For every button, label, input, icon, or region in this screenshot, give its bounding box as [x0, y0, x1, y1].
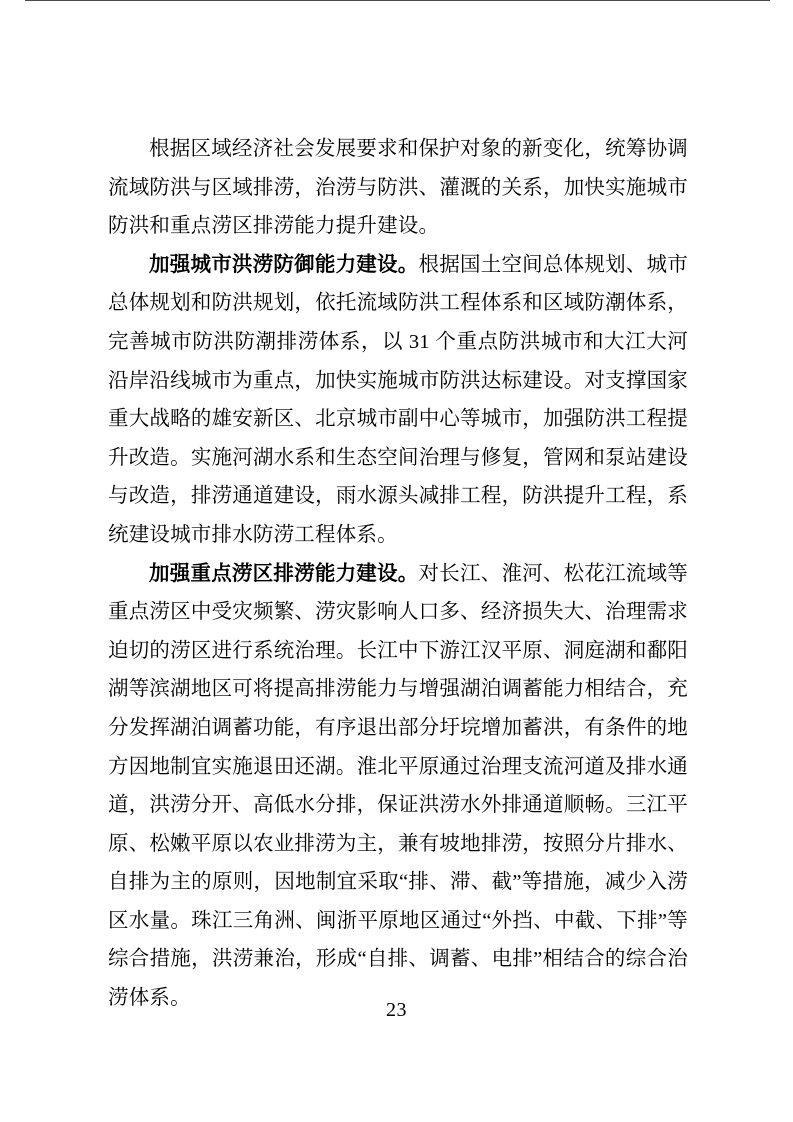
paragraph-intro	[108, 130, 688, 246]
paragraph-key-waterlogged-areas-heading: 加强重点涝区排涝能力建设。	[149, 562, 419, 585]
paragraph-urban-flood-defense	[108, 246, 688, 555]
paragraph-key-waterlogged-areas	[108, 555, 688, 1018]
paragraph-intro-text: 根据区域经济社会发展要求和保护对象的新变化，统筹协调流域防洪与区域排涝，治涝与防洪、灌溉的关系，加快实施城市防洪和重点涝区排涝能力提升建设。	[108, 138, 688, 238]
paragraph-urban-flood-defense-heading: 加强城市洪涝防御能力建设。	[149, 253, 419, 276]
page-number: 23	[386, 999, 407, 1021]
scan-edge-artifact	[25, 0, 770, 1]
paragraph-urban-flood-defense-text: 根据国土空间总体规划、城市总体规划和防洪规划，依托流域防洪工程体系和区域防潮体系，完善城市防洪防潮排涝体系，以 31 个重点防洪城市和大江大河沿岸沿线城市为重点，加快实施城市防洪达标建设。对支撑国家重大战略的雄安新区、北京城市副中心等城市，加强防洪工程提升改造。实施河湖水系和生态空间治理与修复，管网和泵站建设与改造，排涝通道建设，雨水源头减排工程，防洪提升工程，系统建设城市排水防涝工程体系。	[108, 253, 688, 546]
paragraph-key-waterlogged-areas-text: 对长江、淮河、松花江流域等重点涝区中受灾频繁、涝灾影响人口多、经济损失大、治理需求迫切的涝区进行系统治理。长江中下游江汉平原、洞庭湖和鄱阳湖等滨湖地区可将提高排涝能力与增强湖泊调蓄能力相结合，充分发挥湖泊调蓄功能，有序退出部分圩垸增加蓄洪，有条件的地方因地制宜实施退田还湖。淮北平原通过治理支流河道及排水通道，洪涝分开、高低水分排，保证洪涝水外排通道顺畅。三江平原、松嫩平原以农业排涝为主，兼有坡地排涝，按照分片排水、自排为主的原则，因地制宜采取“排、滞、截”等措施，减少入涝区水量。珠江三角洲、闽浙平原地区通过“外挡、中截、下排”等综合措施，洪涝兼治，形成“自排、调蓄、电排”相结合的综合治涝体系。	[108, 562, 688, 1010]
document-body	[108, 130, 688, 1018]
